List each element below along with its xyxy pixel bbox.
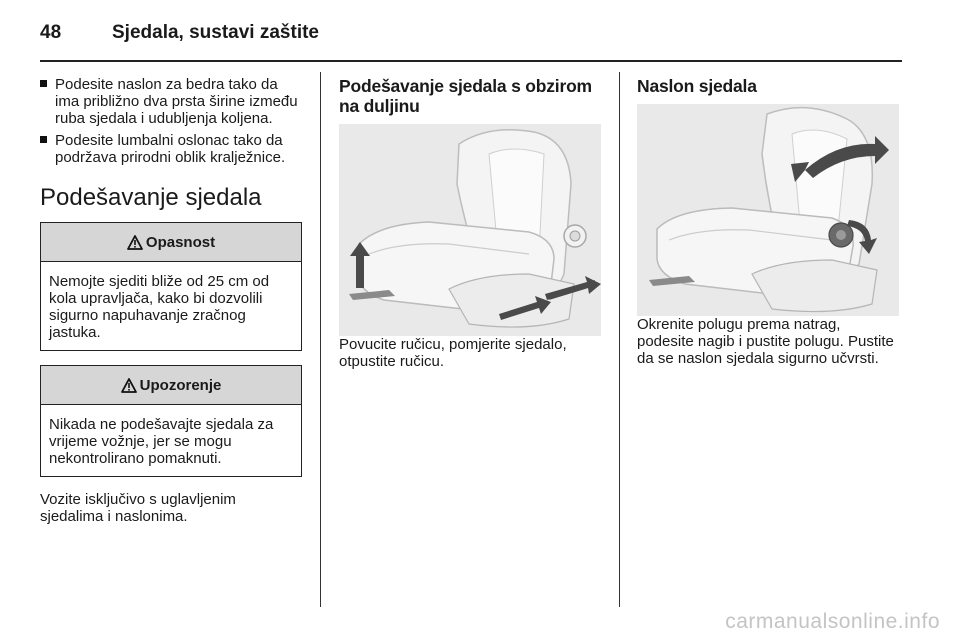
list-item <box>40 132 302 166</box>
subsection-title: Podešavanje sjedala s obzirom na duljinu <box>339 76 592 116</box>
page-number: 48 <box>40 22 62 43</box>
column-divider <box>320 72 321 607</box>
column-left <box>40 76 302 525</box>
seat-slide-svg <box>339 124 601 336</box>
seat-length-illustration <box>339 124 601 336</box>
bullet-square-icon <box>40 136 47 143</box>
danger-box-header <box>41 223 301 262</box>
page-header <box>40 20 319 46</box>
bullet-text: Podesite lumbalni oslonac tako da podržava prirodni oblik kralježnice. <box>55 132 286 166</box>
column-middle <box>339 76 602 370</box>
backrest-recline-svg <box>637 104 899 316</box>
header-divider <box>40 60 902 62</box>
warning-box-header <box>41 366 301 405</box>
warning-label: Upozorenje <box>139 376 222 394</box>
subsection-title: Naslon sjedala <box>637 76 757 96</box>
warning-box <box>40 365 302 477</box>
list-item <box>40 76 302 127</box>
backrest-illustration <box>637 104 899 316</box>
danger-text: Nemojte sjediti bliže od 25 cm od kola upravljača, kako bi dozvolili sigurno napuhavanje zračnog jastuka. <box>49 273 270 341</box>
figure-caption: Povucite ručicu, pomjerite sjedalo, otpustite ručicu. <box>339 336 567 370</box>
warning-text: Nikada ne podešavajte sjedala za vrijeme vožnje, jer se mogu nekontrolirano pomaknuti. <box>49 416 274 467</box>
watermark: carmanualsonline.info <box>725 610 940 633</box>
page-title: Sjedala, sustavi zaštite <box>112 22 319 43</box>
warning-triangle-icon <box>127 235 143 250</box>
bullet-square-icon <box>40 80 47 87</box>
body-paragraph: Vozite isključivo s uglavljenim sjedalima i naslonima. <box>40 491 236 525</box>
bullet-text: Podesite naslon za bedra tako da ima približno dva prsta širine između ruba sjedala i udubljenja koljena. <box>55 76 298 127</box>
bullet-list <box>40 76 302 166</box>
danger-box <box>40 222 302 351</box>
figure-caption: Okrenite polugu prema natrag, podesite nagib i pustite polugu. Pustite da se naslon sjedala sigurno učvrsti. <box>637 316 894 367</box>
danger-label: Opasnost <box>145 233 216 251</box>
section-title: Podešavanje sjedala <box>40 184 262 211</box>
column-divider <box>619 72 620 607</box>
warning-triangle-icon <box>121 378 137 393</box>
column-right <box>637 76 901 367</box>
